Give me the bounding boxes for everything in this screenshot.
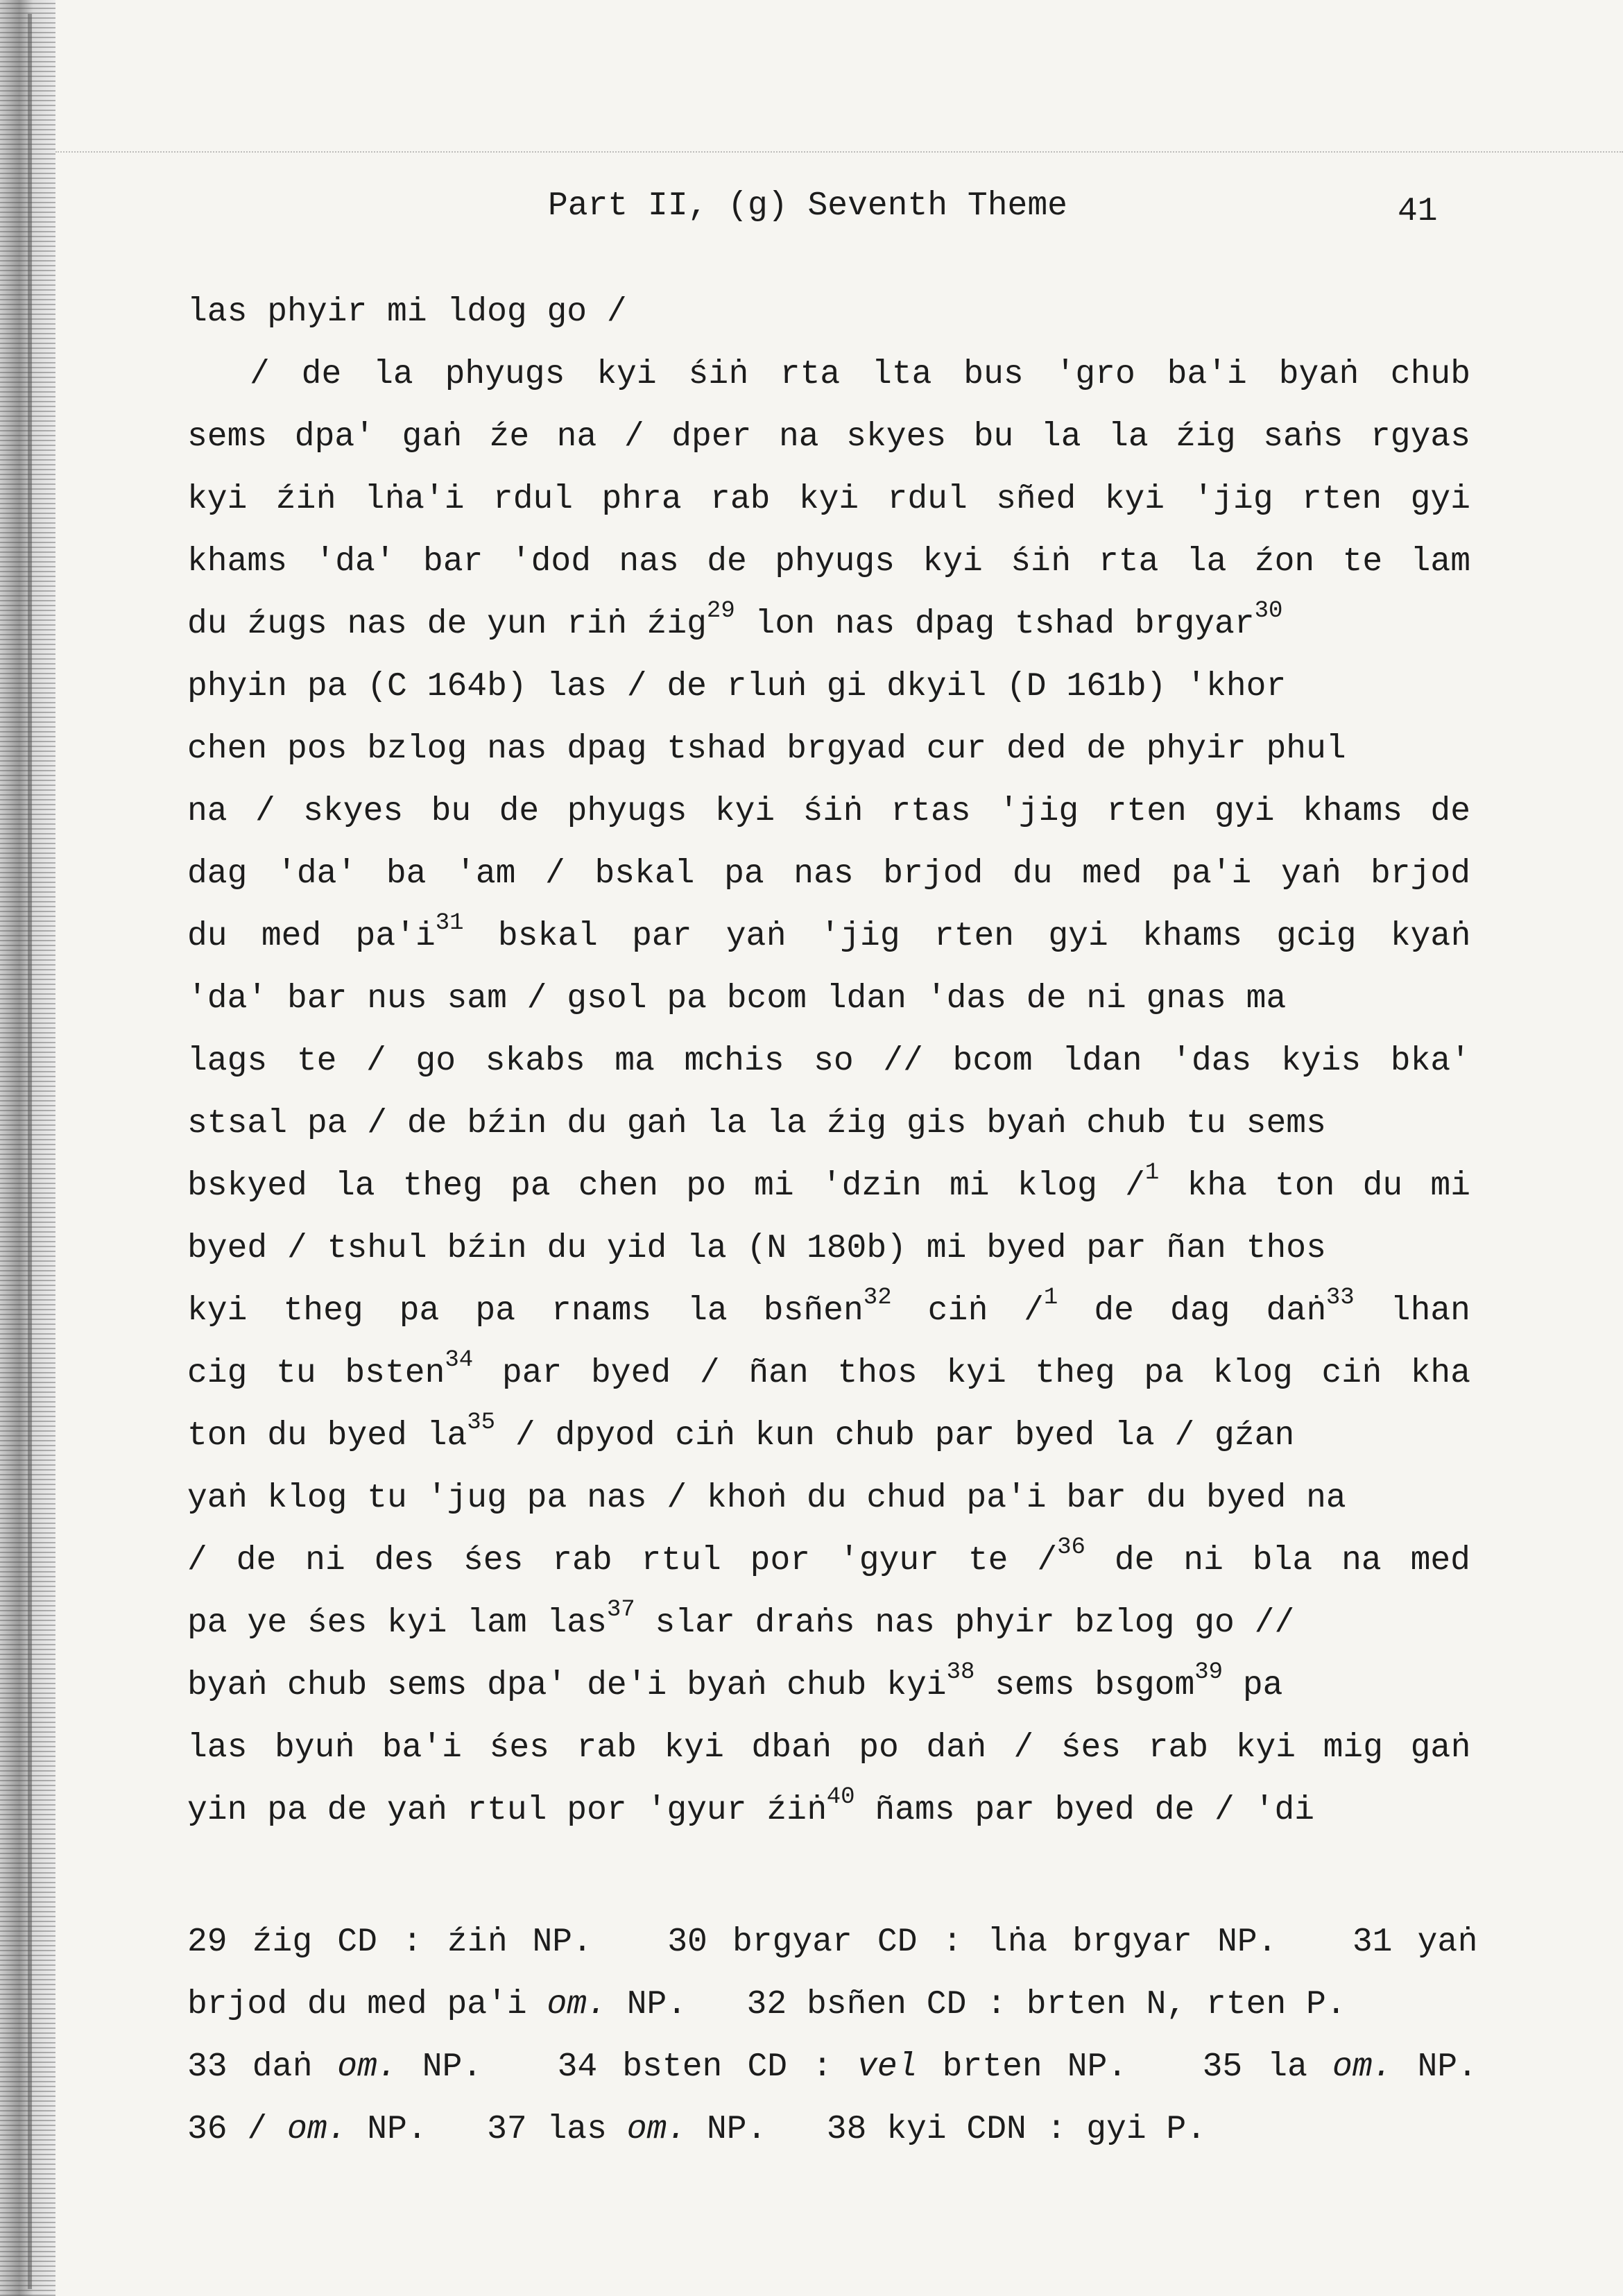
text-run: 29 źig CD : źiṅ NP. 30 brgyar CD : lṅa brgyar NP. 31 yaṅ <box>187 1924 1477 1961</box>
text-line <box>187 718 1470 780</box>
text-line <box>187 1217 1470 1280</box>
text-line <box>187 1405 1470 1467</box>
text-run: las phyir mi ldog go / <box>187 293 627 331</box>
text-run: lags te / go skabs ma mchis so // bcom ldan 'das kyis bka' <box>187 1043 1470 1080</box>
text-line <box>187 281 1470 343</box>
text-run: NP. 37 las <box>347 2111 627 2148</box>
text-line <box>187 968 1470 1030</box>
critical-apparatus-footnotes <box>187 1911 1477 2161</box>
footnote-marker: 30 <box>1254 598 1283 624</box>
text-line <box>187 1592 1470 1654</box>
text-run: NP. 38 kyi CDN : gyi P. <box>687 2111 1207 2148</box>
text-run: las byuṅ ba'i śes rab kyi dbaṅ po daṅ / śes rab kyi mig gaṅ <box>187 1729 1470 1767</box>
text-run: chen pos bzlog nas dpag tshad brgyad cur ded de phyir phul <box>187 730 1346 768</box>
text-run: lon nas dpag tshad brgyar <box>735 606 1255 643</box>
text-line <box>187 1030 1470 1093</box>
text-run: byaṅ chub sems dpa' de'i byaṅ chub kyi <box>187 1667 947 1704</box>
text-line <box>187 406 1470 468</box>
text-run: du med pa'i <box>187 918 436 955</box>
text-line <box>187 1155 1470 1217</box>
text-line <box>187 468 1470 531</box>
text-run: brjod du med pa'i <box>187 1986 547 2023</box>
text-line <box>187 1654 1470 1717</box>
text-run: bskal par yaṅ 'jig rten gyi khams gcig kyaṅ <box>463 918 1470 955</box>
text-run: 33 daṅ <box>187 2048 338 2086</box>
footnote-marker: 33 <box>1325 1285 1355 1311</box>
footnote-marker: 36 <box>1057 1534 1085 1561</box>
footnote-line <box>187 2036 1477 2098</box>
footnote-marker: 40 <box>826 1784 855 1810</box>
text-run: 36 / <box>187 2111 288 2148</box>
footnote-marker: 34 <box>445 1347 474 1373</box>
text-run: na / skyes bu de phyugs kyi śiṅ rtas 'jig rten gyi khams de <box>187 793 1470 830</box>
text-run: dag 'da' ba 'am / bskal pa nas brjod du med pa'i yaṅ brjod <box>187 855 1470 893</box>
text-run: ton du byed la <box>187 1417 467 1455</box>
footnote-marker: 35 <box>467 1410 496 1436</box>
page-number: 41 <box>1398 193 1438 230</box>
footnote-marker: 1 <box>1043 1285 1058 1311</box>
italic-abbreviation: om. <box>287 2111 347 2148</box>
text-line <box>187 1779 1470 1842</box>
italic-abbreviation: om. <box>626 2111 687 2148</box>
text-run: NP. <box>1392 2048 1477 2086</box>
text-run: bskyed la theg pa chen po mi 'dzin mi klog / <box>187 1167 1145 1205</box>
footnote-marker: 29 <box>706 598 735 624</box>
text-run: de dag daṅ <box>1058 1292 1326 1330</box>
text-line <box>187 1717 1470 1779</box>
text-run: / dpyod ciṅ kun chub par byed la / gźan <box>495 1417 1295 1455</box>
text-run: kha ton du mi <box>1159 1167 1470 1205</box>
text-run: pa ye śes kyi lam las <box>187 1604 607 1642</box>
italic-abbreviation: vel <box>857 2048 918 2086</box>
tibetan-transliteration-body <box>187 281 1470 1842</box>
footnote-marker: 39 <box>1194 1659 1223 1686</box>
text-line <box>187 1342 1470 1405</box>
text-run: / de ni des śes rab rtul por 'gyur te / <box>187 1542 1058 1579</box>
footnote-line <box>187 2098 1477 2161</box>
text-run: kyi źiṅ lṅa'i rdul phra rab kyi rdul sñed kyi 'jig rten gyi <box>187 481 1470 518</box>
text-line <box>187 780 1470 843</box>
text-line <box>187 1093 1470 1155</box>
italic-abbreviation: om. <box>337 2048 397 2086</box>
text-run: yin pa de yaṅ rtul por 'gyur źiṅ <box>187 1792 827 1829</box>
text-line <box>187 843 1470 905</box>
text-run: NP. 32 bsñen CD : brten N, rten P. <box>606 1986 1346 2023</box>
binding-shadow <box>28 14 32 2289</box>
footnote-marker: 38 <box>946 1659 975 1686</box>
text-run: ñams par byed de / 'di <box>855 1792 1315 1829</box>
running-header: Part II, (g) Seventh Theme <box>548 187 1067 225</box>
footnote-marker: 31 <box>435 910 464 936</box>
text-run: ciṅ / <box>891 1292 1044 1330</box>
text-line <box>187 656 1470 718</box>
italic-abbreviation: om. <box>547 1986 607 2023</box>
footnote-marker: 1 <box>1144 1160 1160 1186</box>
text-run: pa <box>1223 1667 1283 1704</box>
text-run: brten NP. 35 la <box>917 2048 1333 2086</box>
text-run: NP. 34 bsten CD : <box>397 2048 858 2086</box>
text-run: yaṅ klog tu 'jug pa nas / khoṅ du chud pa'i bar du byed na <box>187 1480 1346 1517</box>
text-line <box>187 1280 1470 1342</box>
text-line <box>187 531 1470 593</box>
book-binding-edge <box>0 0 55 2296</box>
text-run: byed / tshul bźin du yid la (N 180b) mi byed par ñan thos <box>187 1230 1326 1267</box>
text-run: slar draṅs nas phyir bzlog go // <box>635 1604 1295 1642</box>
text-run: du źugs nas de yun riṅ źig <box>187 606 707 643</box>
text-run: lhan <box>1354 1292 1470 1330</box>
text-run: sems bsgom <box>974 1667 1195 1704</box>
text-line <box>187 1530 1470 1592</box>
scan-artifact-line <box>55 151 1623 153</box>
footnote-marker: 37 <box>606 1597 635 1623</box>
text-line <box>187 593 1470 656</box>
text-run: khams 'da' bar 'dod nas de phyugs kyi śiṅ rta la źon te lam <box>187 543 1470 581</box>
footnote-marker: 32 <box>863 1285 892 1311</box>
text-run: stsal pa / de bźin du gaṅ la la źig gis byaṅ chub tu sems <box>187 1105 1326 1142</box>
text-run: 'da' bar nus sam / gsol pa bcom ldan 'das de ni gnas ma <box>187 980 1287 1018</box>
text-run: / de la phyugs kyi śiṅ rta lta bus 'gro ba'i byaṅ chub <box>250 356 1470 393</box>
text-run: par byed / ñan thos kyi theg pa klog ciṅ kha <box>473 1355 1471 1392</box>
text-line <box>187 343 1470 406</box>
italic-abbreviation: om. <box>1332 2048 1393 2086</box>
text-run: kyi theg pa pa rnams la bsñen <box>187 1292 864 1330</box>
text-run: sems dpa' gaṅ źe na / dper na skyes bu la la źig saṅs rgyas <box>187 418 1470 456</box>
text-line <box>187 905 1470 968</box>
text-run: cig tu bsten <box>187 1355 445 1392</box>
footnote-line <box>187 1911 1477 1973</box>
footnote-line <box>187 1973 1477 2036</box>
text-run: phyin pa (C 164b) las / de rluṅ gi dkyil (D 161b) 'khor <box>187 668 1287 705</box>
text-line <box>187 1467 1470 1530</box>
text-run: de ni bla na med <box>1085 1542 1470 1579</box>
